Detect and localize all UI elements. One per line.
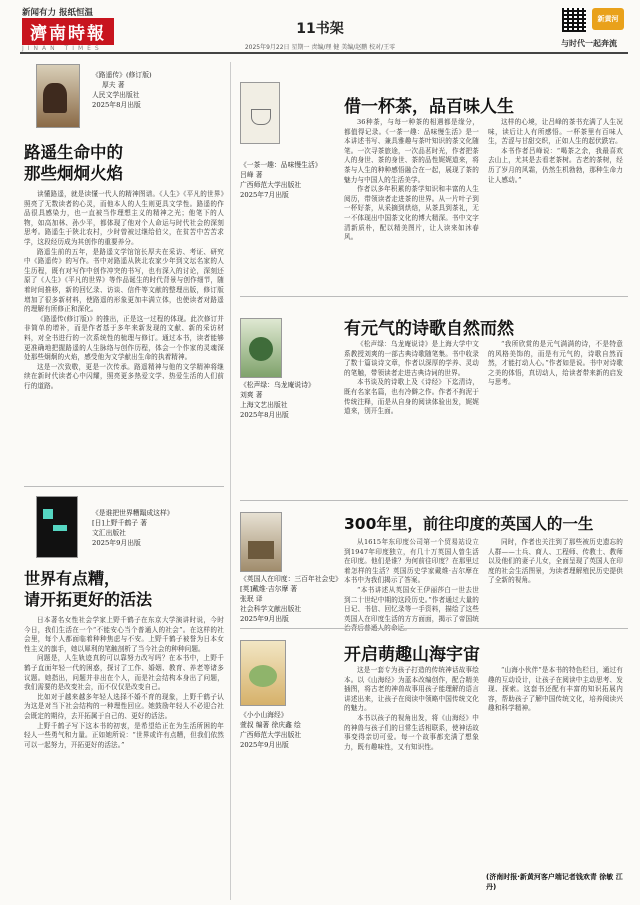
book-date: 2025年9月出版 xyxy=(92,539,141,547)
book-title: 《英国人在印度：三百年社会史》 xyxy=(240,575,342,583)
cover-graphic xyxy=(53,525,67,531)
article-body-col2 xyxy=(488,538,623,620)
section-divider xyxy=(240,628,628,629)
article-body-col2 xyxy=(488,340,623,500)
paragraph: 《路遥传(修订版)》的推出，正是这一过程的体现。此次修订并非简单的增补，而是作者基于多年来新发现的文献、新的采访材料，对全书进行的一次系统性的梳理与修订。通过本书，读者能够更准确地把握路遥的人生脉络与创作历程，体会一个作家的灵魂深处那些炯炯的火焰，感受他为文学献出生命的执着精神。 xyxy=(24,314,224,362)
paragraph: 从1615年东印度公司第一个贸易站设立到1947年印度独立，有几十万英国人曾生活在印度。他们是谁？为何前往印度？在那里过着怎样的生活？英国历史学家戴维·吉尔摩在本书中为我们揭示了答案。 xyxy=(344,538,479,585)
article-headline: 有元气的诗歌自然而然 xyxy=(344,319,514,339)
column-divider xyxy=(230,62,231,900)
book-publisher: 上海文艺出版社 xyxy=(240,401,288,409)
article-body xyxy=(24,190,224,480)
book-info xyxy=(240,710,340,750)
paragraph: 本书谈及的诗歌上及《诗经》下迄清诗，既有名家名篇，也有冷僻之作。作者不拘泥于传统注释，而是从自身的阅读体验出发，娓娓道来，别开生面。 xyxy=(344,378,479,416)
paragraph: 问题是，人生轨迹真的可以靠努力改写吗？在本书中，上野千鹤子直面年轻一代的困惑，探讨了工作、婚姻、教育、养老等诸多议题。她指出，问题并非出在个人，而是社会结构本身出了问题，我们需要的是改变社会，而不仅仅是改变自己。 xyxy=(24,654,224,692)
paragraph: 本书以孩子的视角出发，将《山海经》中的神兽与孩子们的日常生活相联系，使神话故事变得亲切可爱。每一个故事都充满了想象力，既有趣味性，又有知识性。 xyxy=(344,713,479,751)
book-title: 《一茶一趣：品味慢生活》 xyxy=(240,161,322,169)
paragraph: 这是一套专为孩子打造的传统神话故事绘本。以《山海经》为蓝本改编创作，配合精美插图，将古老的神兽故事用孩子能理解的语言讲述出来，让孩子在阅读中领略中国传统文化的魅力。 xyxy=(344,666,479,713)
article-body-col1 xyxy=(344,118,479,308)
page-meta: 2025年9月22日 星期一 责编/理 健 美编/赵鹏 校对/王零 xyxy=(244,44,396,51)
book-translator: 张珉 译 xyxy=(240,595,263,603)
headline-line: 路遥生命中的 xyxy=(24,143,123,162)
book-author: 萱叔 编著 徐庆鑫 绘 xyxy=(240,721,301,729)
paragraph: 日本著名女性社会学家上野千鹤子在东京大学演讲时说，今时今日，我们生活在一个“不能安心当个普通人的社会”。在这样的社会里，每个人都面临着种种焦虑与不安。上野千鹤子被誉为日本女性主义的旗手，她以犀利的笔触剖析了当今社会的种种问题。 xyxy=(24,616,224,653)
article-body-col1 xyxy=(344,340,479,500)
paragraph: 作者以多年积累的茶学知识和丰富的人生阅历，带领读者走进茶的世界。从一片叶子到一杯好茶，从采摘到烘焙，从茶具到茶礼，无一不体现出中国茶文化的博大精深。书中文字清新质朴，配以精美图片，让人读来如沐春风。 xyxy=(344,185,479,242)
book-info xyxy=(240,574,340,624)
book-date: 2025年7月出版 xyxy=(240,191,289,199)
book-cover-image xyxy=(240,318,282,378)
newspaper-logo-en: JINAN TIMES xyxy=(22,45,103,52)
paragraph: “我所欣赏的是元气满满的诗，不是特意的风格美饰的，而是有元气的，诗歌自然而然，才能打动人心。”作者如是说。书中对诗歌之美的体悟，真切动人，给读者带来新的启发与思考。 xyxy=(488,340,623,387)
header-divider xyxy=(20,52,628,54)
book-author: [英]戴维·吉尔摩 著 xyxy=(240,585,298,593)
paragraph: 路遥生前的五年，是路遥文学馆馆长厚夫在采访、考证、研究中《路遥传》的写作。书中对路遥从陕北农家少年到文坛名家的人生历程，既有对写作中创作冲突的书写，也有深入的讨论，深刻还原了《人生》《平凡的世界》等作品诞生的时代背景与创作细节，随着时间推移，新的回忆录、访谈、信件等文献的整理出版，修订版增加了很多新材料，使路遥的形象更加丰满立体，也使读者对路遥的理解有所修正和深化。 xyxy=(24,247,224,314)
book-cover-image xyxy=(240,512,282,572)
book-title: 《路遥传》(修订版) xyxy=(92,71,152,79)
book-date: 2025年9月出版 xyxy=(240,741,289,749)
paragraph: 这样的心境，让吕峰的茶书充满了人生况味，读后让人有所感悟。一杯茶里有百味人生，苦涩与甘甜交织，正如人生的起伏跌宕。 xyxy=(488,118,623,146)
paragraph: 本书作者吕峰说：“喝茶之余，我最喜欢去山上，尤其是去看老茶树。古老的茶树，经历了岁月的风霜，仍然生机勃勃，那种生命力让人感动。” xyxy=(488,146,623,184)
article-body-col1 xyxy=(344,538,479,623)
paragraph: 上野千鹤子写下这本书的初衷，是希望给正在为生活所困的年轻人一些勇气和力量。正如她所说：“世界或许有点糟，但我们依然可以一起努力，开拓更好的活法。” xyxy=(24,721,224,749)
book-publisher: 社会科学文献出版社 xyxy=(240,605,302,613)
right-slogan: 与时代一起奔流 xyxy=(561,38,617,48)
newspaper-logo: 濟南時報 xyxy=(22,18,114,45)
page-title: 11书架 xyxy=(296,21,344,37)
article-body-col2 xyxy=(488,666,623,866)
book-date: 2025年9月出版 xyxy=(240,615,289,623)
article-body-col2 xyxy=(488,118,623,308)
book-publisher: 广西师范大学出版社 xyxy=(240,731,302,739)
article-headline xyxy=(24,142,123,184)
headline-line: 那些炯炯火焰 xyxy=(24,164,123,183)
book-publisher: 文汇出版社 xyxy=(92,529,126,537)
book-cover-image xyxy=(36,64,80,128)
section-divider xyxy=(24,486,224,487)
portrait-silhouette xyxy=(43,83,67,113)
article-body-col1 xyxy=(344,666,479,886)
masthead xyxy=(22,6,114,52)
article-headline: 300年里，前往印度的英国人的一生 xyxy=(344,515,594,533)
paragraph: “山海小伙伴”是本书的特色栏目，通过有趣的互动设计，让孩子在阅读中主动思考、发现、探索。这套书还配有丰富的知识拓展内容，帮助孩子了解中国传统文化，培养阅读兴趣和科学精神。 xyxy=(488,666,623,713)
book-info xyxy=(92,508,174,548)
cover-graphic xyxy=(248,541,274,559)
book-date: 2025年8月出版 xyxy=(92,101,141,109)
book-publisher: 广西师范大学出版社 xyxy=(240,181,302,189)
headline-line: 世界有点糟， xyxy=(24,569,121,588)
cover-graphic xyxy=(249,665,277,687)
paragraph: “本书讲述从英国女王伊丽莎白一世去世到二十世纪中期的这段历史。”作者通过大量的日记、书信、回忆录等一手资料，描绘了这些英国人在印度生活的方方面面，揭示了帝国统 xyxy=(344,585,479,623)
xinhuanghe-logo: 新黄河 xyxy=(592,8,624,30)
paragraph: 同时，作者也关注到了那些被历史遗忘的人群——士兵、商人、工程师、传教士、教师以及他们的妻子儿女，全面呈现了英国人在印度的社会生活图景，为读者理解殖民历史提供了全新的视角。 xyxy=(488,538,623,585)
book-publisher: 人民文学出版社 xyxy=(92,91,140,99)
article-headline xyxy=(24,568,152,610)
section-divider xyxy=(240,296,628,297)
book-cover-image xyxy=(240,82,280,144)
book-author: 厚夫 著 xyxy=(102,81,125,89)
article-headline: 借一杯茶，品百味人生 xyxy=(344,97,514,117)
paragraph: 36种茶，与每一种茶的相遇都是缘分，都值得记录。《一茶一趣：品味慢生活》是一本讲述书写、兼具雅趣与茶叶知识的茶文化随笔。一次寻茶旅途，一次品茗时光，作者把茶人的身世、茶的身世、茶的品性娓娓道来，将茶与人生的种种感悟融合在一起，展现了茶的魅力与中国人的生活美学。 xyxy=(344,118,479,184)
paragraph: 比如对于越来越多年轻人选择不婚不育的现象，上野千鹤子认为这是对当下社会结构的一种理性回应。她鼓励年轻人不必迎合社会既定的期待，去开拓属于自己的、更好的活法。 xyxy=(24,692,224,720)
book-info xyxy=(240,380,340,420)
cover-graphic xyxy=(43,509,53,519)
masthead-slogan: 新闻有力 报纸恒温 xyxy=(22,8,93,18)
paragraph: 《松声绿：乌龙庵说诗》是上海大学中文系教授刘爽的一部古典诗歌随笔集。书中收录了数十篇谈诗文章，作者以深厚的学养、灵动的笔触，带领读者走进古典诗词的世界。 xyxy=(344,340,479,377)
editor-credit: (济南时报·新黄河客户端记者钱欢青 徐敏 江丹) xyxy=(486,873,623,891)
pine-graphic xyxy=(249,337,273,361)
book-cover-image xyxy=(240,640,286,706)
book-author: 吕峰 著 xyxy=(240,171,263,179)
paragraph: 这是一次致敬，更是一次传承。路遥精神与他的文学精神将继续在新时代读者心中闪耀，照亮更多热爱文学、热爱生活的人们前行的道路。 xyxy=(24,362,224,390)
book-title: 《是谁把世界糟蹋成这样》 xyxy=(92,509,174,517)
article-headline: 开启萌趣山海宇宙 xyxy=(344,645,480,665)
teacup-graphic xyxy=(251,109,271,125)
book-date: 2025年8月出版 xyxy=(240,411,289,419)
book-title: 《松声绿：乌龙庵说诗》 xyxy=(240,381,315,389)
page-heading xyxy=(200,18,440,51)
book-title: 《小小山海经》 xyxy=(240,711,288,719)
headline-line: 请开拓更好的活法 xyxy=(24,590,153,609)
book-cover-image xyxy=(36,496,78,558)
book-author: [日]上野千鹤子 著 xyxy=(92,519,148,527)
book-info xyxy=(240,160,340,200)
qr-code-icon xyxy=(562,8,586,32)
paragraph: 读懂路遥，就是读懂一代人的精神图谱。《人生》《平凡的世界》照亮了无数读者的心灵，而他本人的人生则更具文学性。路遥的作品很具感染力，也一直被当作理想主义的精神之光；他笔下的人物，如高加林、孙少平，都体现了他对个人命运与时代社会的深刻思考。路遥生于陕北农村，少时曾被过继给伯父，在贫苦中苦苦求学，这段经历成为其创作的重要养分。 xyxy=(24,190,224,246)
book-author: 刘爽 著 xyxy=(240,391,263,399)
article-body xyxy=(24,616,224,896)
book-info xyxy=(92,70,152,110)
section-divider xyxy=(240,500,628,501)
